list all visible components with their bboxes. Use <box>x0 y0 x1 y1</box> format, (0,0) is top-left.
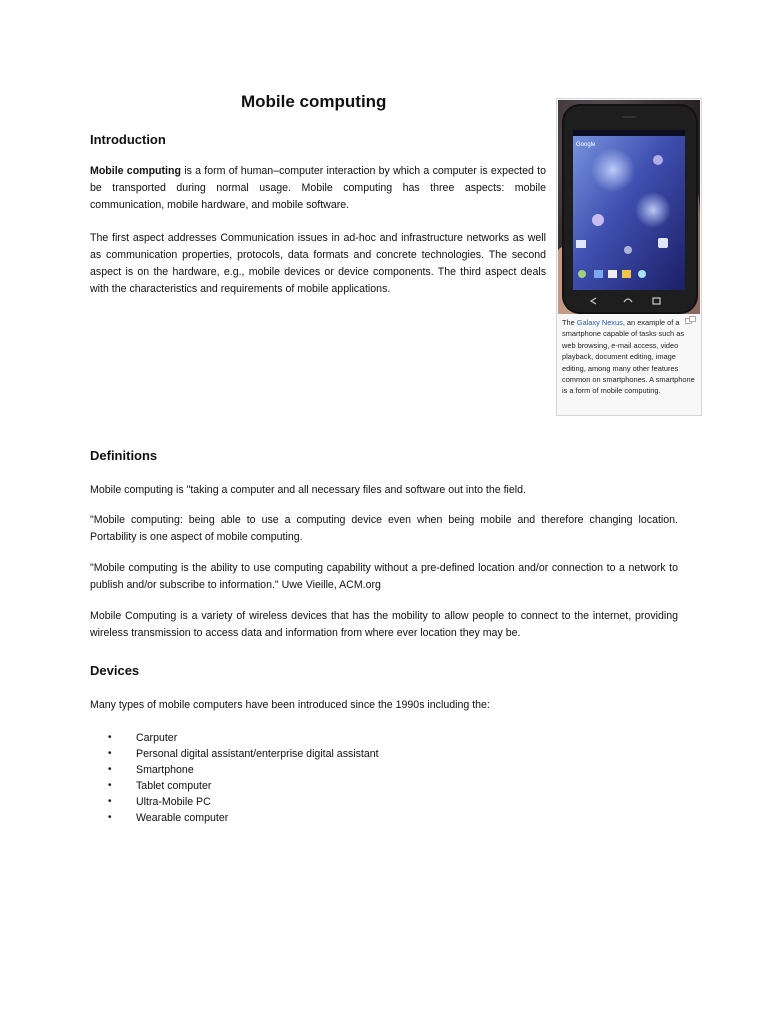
intro-paragraph-1-text: is a form of human–computer interaction by which a computer is expected to be transported during normal usage. Mobile computing has three aspects: mobile communication, mobile hardware, and mobile software. <box>90 165 546 211</box>
list-item <box>108 794 379 810</box>
introduction-paragraph-2: The first aspect addresses Communication issues in ad-hoc and infrastructure networks as well as communication properties, protocols, data formats and concrete technologies. The second aspect is on the hardware, e.g., mobile devices or device components. The third aspect deals with the characteristics and requirements of mobile applications. <box>90 232 546 295</box>
list-item-label: Personal digital assistant/enterprise digital assistant <box>136 748 379 760</box>
definition-4: Mobile Computing is a variety of wireless devices that has the mobility to allow people to connect to the internet, providing wireless transmission to access data and information from where ever location they may be. <box>90 610 678 639</box>
home-icon <box>576 240 586 248</box>
devices-heading: Devices <box>90 663 140 678</box>
bullet: • <box>108 796 112 807</box>
list-item-label: Carputer <box>136 732 178 744</box>
screen-google-label: Google <box>576 142 596 148</box>
list-item <box>108 730 379 746</box>
galaxy-nexus-link[interactable]: Galaxy Nexus <box>576 318 623 327</box>
definition-3: "Mobile computing is the ability to use computing capability without a pre-defined location and/or connection to a network to publish and/or subscribe to information." Uwe Vieille, ACM.org <box>90 562 678 591</box>
figure-caption <box>562 317 696 397</box>
devices-intro: Many types of mobile computers have been introduced since the 1990s including the: <box>90 699 490 711</box>
phone-figure <box>556 98 702 416</box>
page-title: Mobile computing <box>241 92 387 111</box>
bullet: • <box>108 780 112 791</box>
list-item-label: Smartphone <box>136 764 194 776</box>
devices-list <box>108 730 379 826</box>
bullet: • <box>108 748 112 759</box>
caption-text: , an example of a smartphone capable of tasks such as web browsing, e-mail access, video playback, document editing, image editing, among many other features common on smartphones. A smartphone is a form of mobile computing. <box>562 318 695 396</box>
list-item-label: Ultra-Mobile PC <box>136 796 211 808</box>
introduction-heading: Introduction <box>90 132 166 147</box>
list-item <box>108 778 379 794</box>
app-icon <box>658 238 668 248</box>
intro-bold-term: Mobile computing <box>90 165 181 177</box>
galaxy-nexus-phone-image <box>558 100 700 314</box>
list-item-label: Wearable computer <box>136 812 229 824</box>
bullet: • <box>108 732 112 743</box>
list-item <box>108 810 379 826</box>
definition-2: "Mobile computing: being able to use a computing device even when being mobile and therefore changing location. Portability is one aspect of mobile computing. <box>90 514 678 543</box>
definitions-heading: Definitions <box>90 448 158 463</box>
bullet: • <box>108 812 112 823</box>
caption-prefix: The <box>562 318 577 327</box>
introduction-paragraph-1 <box>90 163 546 214</box>
bullet: • <box>108 764 112 775</box>
list-item <box>108 746 379 762</box>
definition-1: Mobile computing is "taking a computer and all necessary files and software out into the field. <box>90 484 526 496</box>
list-item <box>108 762 379 778</box>
list-item-label: Tablet computer <box>136 780 212 792</box>
